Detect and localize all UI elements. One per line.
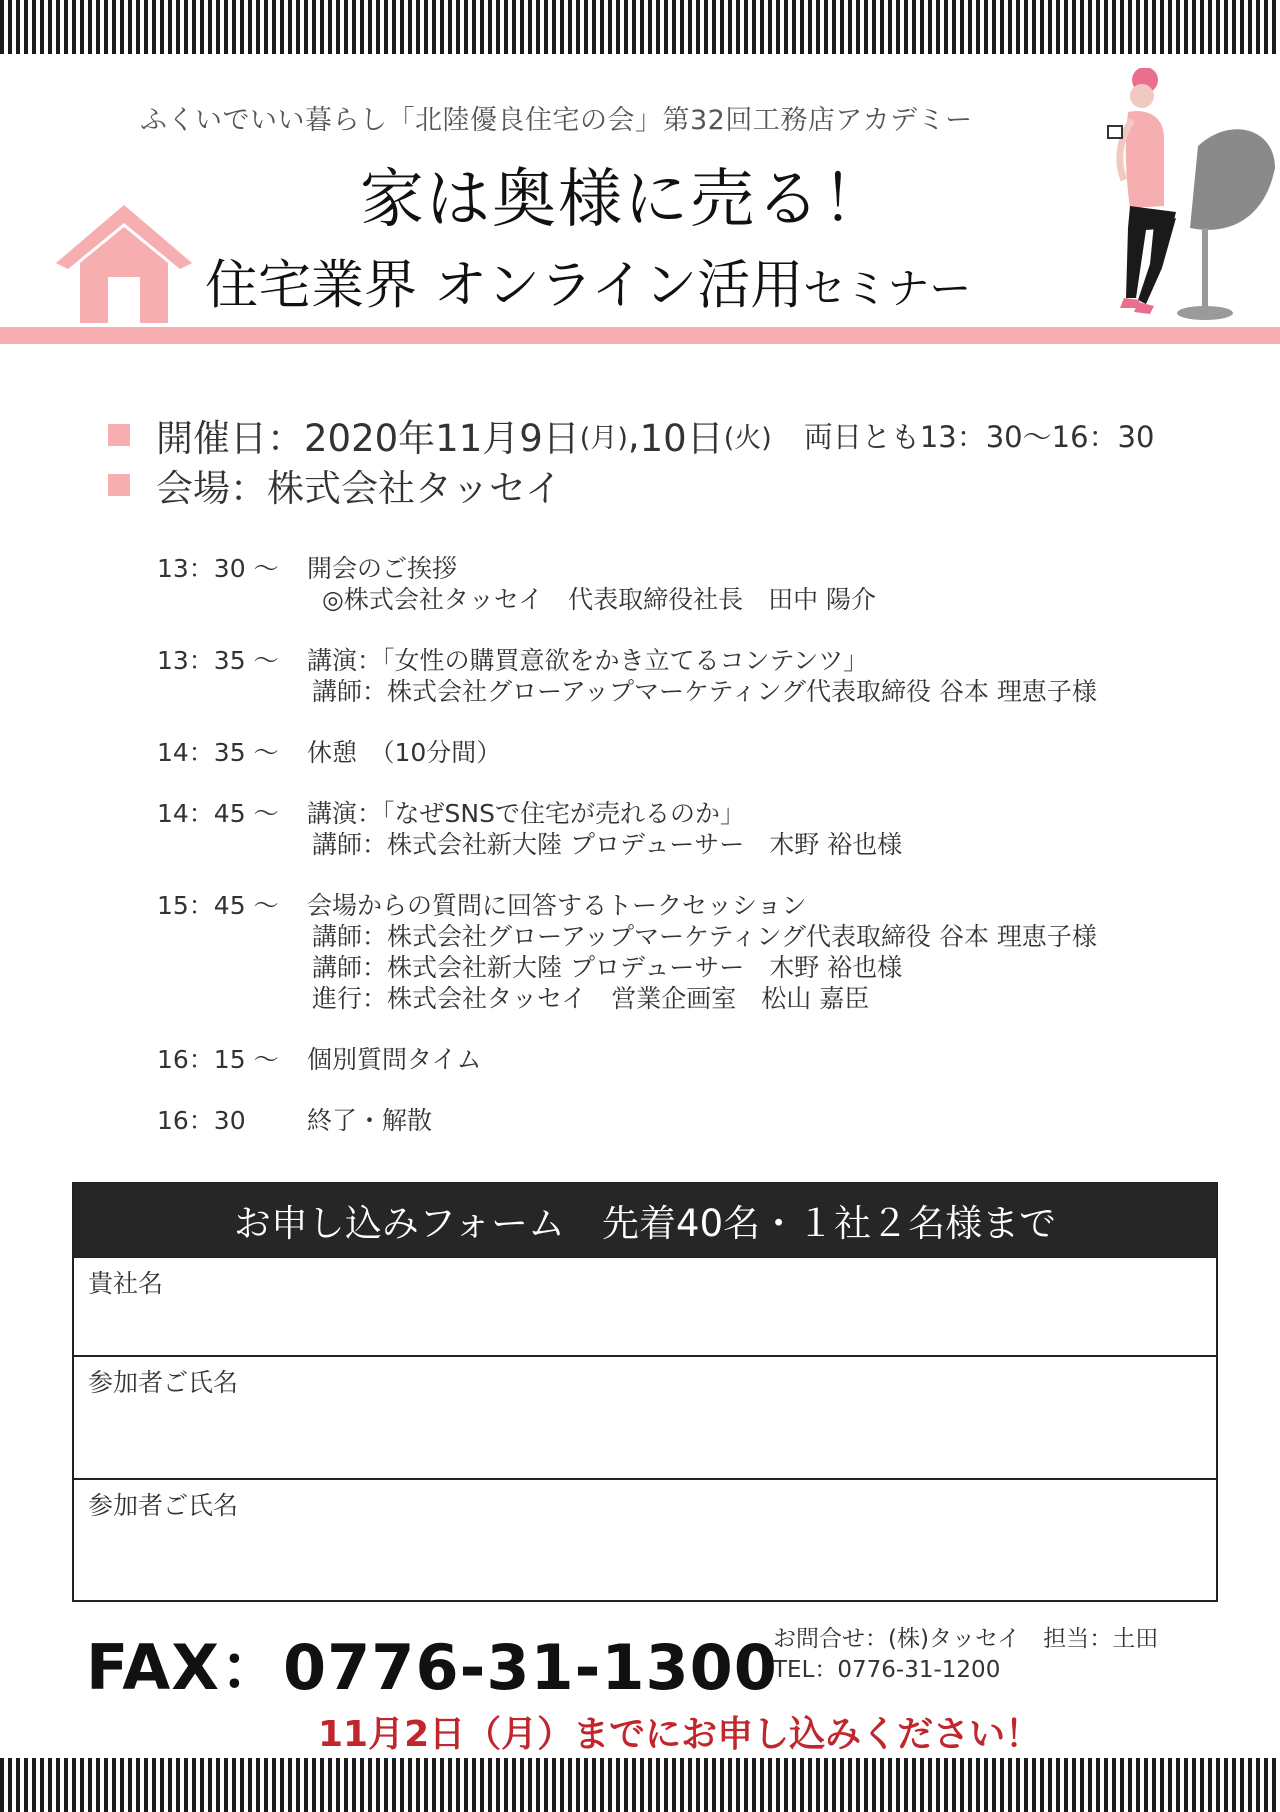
application-deadline: 11月2日（月）までにお申し込みください！ xyxy=(318,1714,1042,1755)
bullet-square-icon xyxy=(108,474,130,496)
schedule-detail: ◎株式会社タッセイ 代表取締役社長 田中 陽介 xyxy=(322,585,877,614)
title-seminar xyxy=(205,243,1105,319)
schedule-item xyxy=(157,737,1157,768)
schedule-text: 個別質問タイム xyxy=(307,1045,482,1074)
date-label: 開催日： xyxy=(156,417,304,460)
schedule-time: 16：15 〜 xyxy=(157,1045,279,1074)
participant-name-label: 参加者ご氏名 xyxy=(88,1368,239,1397)
house-icon xyxy=(56,205,192,323)
schedule-item xyxy=(157,798,1157,860)
schedule-detail: 講師：株式会社新大陸 プロデューサー 木野 裕也様 xyxy=(312,953,903,982)
schedule-item xyxy=(157,553,1157,615)
header-divider-bar xyxy=(0,327,1280,344)
schedule-item xyxy=(157,1044,1157,1075)
company-name-field[interactable] xyxy=(74,1256,1216,1355)
schedule-list xyxy=(157,553,1157,1166)
date-separator: , xyxy=(627,413,640,457)
participant-name-field-2[interactable] xyxy=(74,1478,1216,1600)
schedule-item xyxy=(157,1105,1157,1136)
title-seminar-suffix: セミナー xyxy=(803,264,972,313)
schedule-time: 13：30 〜 xyxy=(157,554,279,583)
title-main: 家は奥様に売る！ xyxy=(360,163,888,237)
contact-person: お問合せ：(株)タッセイ 担当：土田 xyxy=(773,1626,1159,1652)
schedule-time: 14：35 〜 xyxy=(157,738,279,767)
contact-tel: TEL：0776-31-1200 xyxy=(773,1657,1001,1683)
application-form xyxy=(72,1182,1218,1602)
venue-text: 会場：株式会社タッセイ xyxy=(156,467,562,510)
schedule-text: 休憩 （10分間） xyxy=(307,738,502,767)
schedule-time: 16：30 xyxy=(157,1106,246,1135)
date-day2: 10日 xyxy=(639,417,724,460)
schedule-text: 講演：「なぜSNSで住宅が売れるのか」 xyxy=(307,799,745,828)
schedule-time: 14：45 〜 xyxy=(157,799,279,828)
form-header: お申し込みフォーム 先着40名・１社２名様まで xyxy=(74,1184,1216,1256)
fax-number: FAX：0776-31-1300 xyxy=(86,1631,778,1704)
schedule-text: 会場からの質問に回答するトークセッション xyxy=(307,891,807,920)
bottom-stripe-border xyxy=(0,1758,1280,1812)
schedule-detail: 講師：株式会社グローアップマーケティング代表取締役 谷本 理恵子様 xyxy=(312,922,1097,951)
participant-name-field-1[interactable] xyxy=(74,1355,1216,1478)
date-weekday2: (火) xyxy=(723,422,772,454)
event-hours: 両日とも13：30〜16：30 xyxy=(803,419,1155,454)
schedule-text: 開会のご挨拶 xyxy=(307,554,458,583)
woman-with-cup-illustration xyxy=(1080,68,1280,328)
company-name-label: 貴社名 xyxy=(88,1269,164,1298)
contact-info xyxy=(773,1624,1158,1686)
schedule-detail: 進行：株式会社タッセイ 営業企画室 松山 嘉臣 xyxy=(312,984,870,1013)
schedule-detail: 講師：株式会社新大陸 プロデューサー 木野 裕也様 xyxy=(312,830,903,859)
schedule-item xyxy=(157,890,1157,1014)
schedule-text: 終了・解散 xyxy=(307,1106,433,1135)
schedule-time: 13：35 〜 xyxy=(157,646,279,675)
bullet-square-icon xyxy=(108,424,130,446)
event-date-row xyxy=(108,408,1154,462)
schedule-detail: 講師：株式会社グローアップマーケティング代表取締役 谷本 理恵子様 xyxy=(312,677,1097,706)
title-seminar-main: 住宅業界 オンライン活用 xyxy=(205,255,804,316)
event-subtitle: ふくいでいい暮らし「北陸優良住宅の会」第32回工務店アカデミー xyxy=(140,105,973,136)
schedule-text: 講演：「女性の購買意欲をかき立てるコンテンツ」 xyxy=(307,646,869,675)
event-venue-row xyxy=(108,458,562,512)
top-stripe-border xyxy=(0,0,1280,54)
date-day1: 2020年11月9日 xyxy=(304,417,580,460)
schedule-time: 15：45 〜 xyxy=(157,891,279,920)
date-weekday1: (月) xyxy=(579,422,628,454)
schedule-item xyxy=(157,645,1157,707)
participant-name-label: 参加者ご氏名 xyxy=(88,1491,239,1520)
